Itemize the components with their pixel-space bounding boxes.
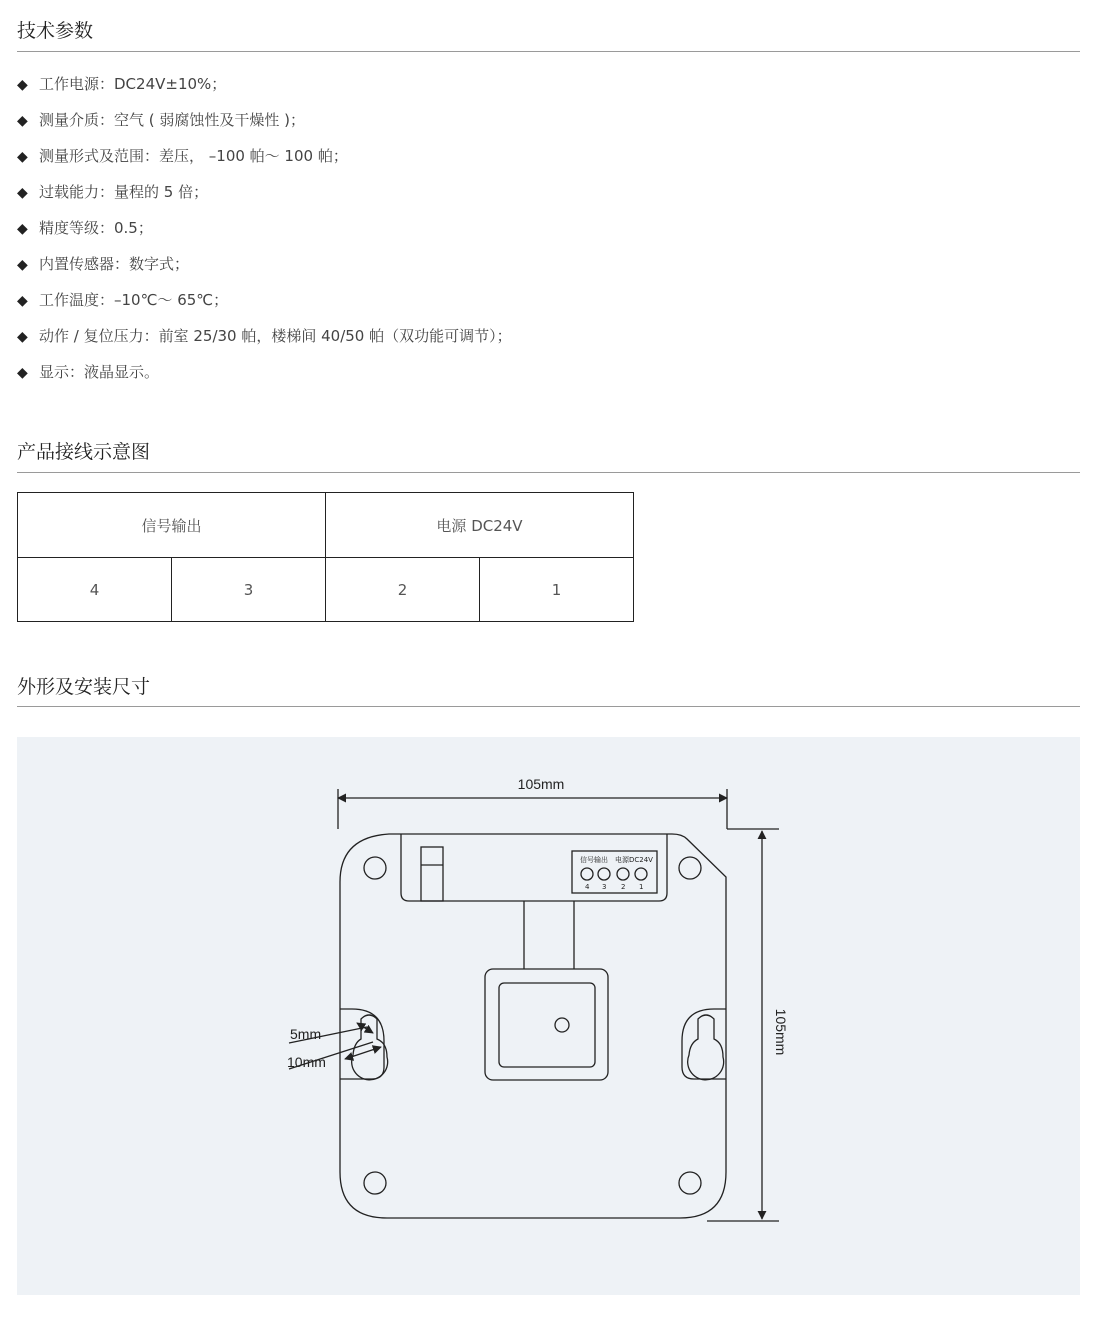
device-outline [340,834,726,1218]
terminal-signal-label: 信号输出 [580,856,608,864]
dims-divider [17,706,1080,707]
spec-item [17,216,512,252]
spec-item [17,324,512,360]
dimension-drawing-svg [17,737,1080,1295]
spec-item [17,360,512,396]
height-dimension-label: 105mm [773,1008,789,1056]
diamond-bullet-icon: ◆ [17,77,28,93]
diamond-bullet-icon: ◆ [17,365,28,381]
slot-large-label: 10mm [287,1054,326,1070]
spec-item [17,144,512,180]
terminal-cell: 1 [480,558,634,622]
diamond-bullet-icon: ◆ [17,149,28,165]
dimension-drawing [17,737,1080,1295]
spec-text: 工作温度：–10℃～ 65℃； [39,291,229,309]
sensor-window [499,983,595,1067]
wiring-divider [17,472,1080,473]
spec-item [17,72,512,108]
terminal-cell: 4 [18,558,172,622]
terminal-cell: 2 [326,558,480,622]
specs-list [17,72,512,396]
terminal-hole [617,868,629,880]
pressure-nozzle [421,847,443,901]
spec-text: 测量形式及范围：差压， –100 帕～ 100 帕； [39,147,348,165]
terminal-number: 3 [602,883,607,891]
terminal-hole [581,868,593,880]
terminal-power-label: 电源DC24V [615,856,653,864]
wiring-table [17,492,634,622]
spec-item [17,288,512,324]
sensor-housing [485,969,608,1080]
spec-item [17,180,512,216]
dims-section-title: 外形及安装尺寸 [17,676,151,698]
wiring-terminal-row [18,558,634,622]
spec-text: 内置传感器：数字式； [39,255,190,273]
diamond-bullet-icon: ◆ [17,113,28,129]
mount-hole-top-left [364,857,386,879]
wiring-group-row [18,493,634,558]
diamond-bullet-icon: ◆ [17,329,28,345]
diamond-bullet-icon: ◆ [17,257,28,273]
spec-text: 动作 / 复位压力：前室 25/30 帕，楼梯间 40/50 帕（双功能可调节）； [39,327,512,345]
specs-divider [17,51,1080,52]
mount-hole-top-right [679,857,701,879]
spec-text: 测量介质：空气 ( 弱腐蚀性及干燥性 )； [39,111,306,129]
terminal-cell: 3 [172,558,326,622]
terminal-number: 1 [639,883,644,891]
spec-text: 精度等级：0.5； [39,219,153,237]
group-power: 电源 DC24V [326,493,634,558]
mount-hole-bottom-right [679,1172,701,1194]
terminal-number: 2 [621,883,626,891]
mount-hole-bottom-left [364,1172,386,1194]
terminal-hole [635,868,647,880]
spec-item [17,108,512,144]
sensor-port [555,1018,569,1032]
spec-text: 过载能力：量程的 5 倍； [39,183,209,201]
terminal-hole [598,868,610,880]
diamond-bullet-icon: ◆ [17,185,28,201]
right-keyhole [688,1015,724,1080]
width-dimension-label: 105mm [517,776,565,792]
spec-text: 工作电源：DC24V±10%； [39,75,227,93]
diamond-bullet-icon: ◆ [17,221,28,237]
spec-text: 显示：液晶显示。 [39,363,160,381]
terminal-housing [401,834,667,901]
spec-item [17,252,512,288]
specs-section-title: 技术参数 [17,20,94,42]
slot-small-label: 5mm [290,1026,322,1042]
wiring-section-title: 产品接线示意图 [17,441,151,463]
diamond-bullet-icon: ◆ [17,293,28,309]
terminal-number: 4 [585,883,590,891]
group-signal-output: 信号输出 [18,493,326,558]
